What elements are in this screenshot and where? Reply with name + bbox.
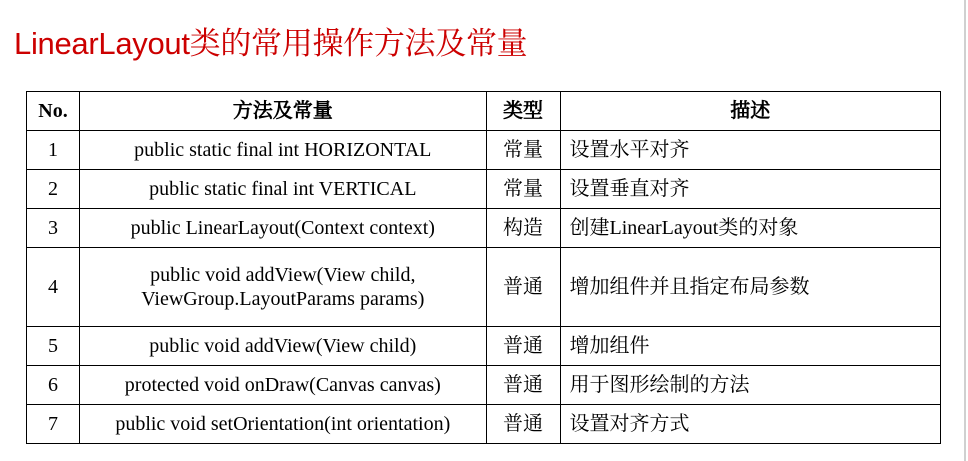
cell-no: 3 [27, 209, 80, 248]
cell-desc: 创建LinearLayout类的对象 [560, 209, 941, 248]
cell-desc: 设置水平对齐 [560, 131, 941, 170]
cell-no: 4 [27, 248, 80, 327]
cell-desc: 增加组件 [560, 327, 941, 366]
table-header-row [27, 92, 941, 131]
cell-desc: 设置垂直对齐 [560, 170, 941, 209]
cell-type: 普通 [486, 405, 560, 444]
cell-desc: 设置对齐方式 [560, 405, 941, 444]
table-row [27, 327, 941, 366]
cell-no: 5 [27, 327, 80, 366]
methods-table [26, 91, 941, 444]
header-no: No. [27, 92, 80, 131]
table-row [27, 209, 941, 248]
cell-method-line1: public void addView(View child, [150, 264, 416, 286]
cell-no: 1 [27, 131, 80, 170]
cell-no: 7 [27, 405, 80, 444]
window-edge-divider [964, 0, 966, 461]
table-row [27, 248, 941, 327]
cell-desc: 用于图形绘制的方法 [560, 366, 941, 405]
table-row [27, 405, 941, 444]
cell-method: public LinearLayout(Context context) [79, 209, 486, 248]
slide-title: LinearLayout类的常用操作方法及常量 [14, 26, 528, 61]
cell-type: 普通 [486, 327, 560, 366]
cell-method-line2: ViewGroup.LayoutParams params) [141, 288, 425, 310]
cell-type: 常量 [486, 131, 560, 170]
cell-method: public static final int VERTICAL [79, 170, 486, 209]
cell-no: 2 [27, 170, 80, 209]
cell-method: public static final int HORIZONTAL [79, 131, 486, 170]
table-row [27, 170, 941, 209]
header-method: 方法及常量 [79, 92, 486, 131]
cell-method: protected void onDraw(Canvas canvas) [79, 366, 486, 405]
header-desc: 描述 [560, 92, 941, 131]
cell-method: public void addView(View child) [79, 327, 486, 366]
cell-desc: 增加组件并且指定布局参数 [560, 248, 941, 327]
header-type: 类型 [486, 92, 560, 131]
table-row [27, 366, 941, 405]
cell-method: public void setOrientation(int orientation) [79, 405, 486, 444]
cell-no: 6 [27, 366, 80, 405]
cell-type: 常量 [486, 170, 560, 209]
cell-type: 普通 [486, 366, 560, 405]
cell-method [79, 248, 486, 327]
cell-type: 构造 [486, 209, 560, 248]
table-row [27, 131, 941, 170]
cell-type: 普通 [486, 248, 560, 327]
